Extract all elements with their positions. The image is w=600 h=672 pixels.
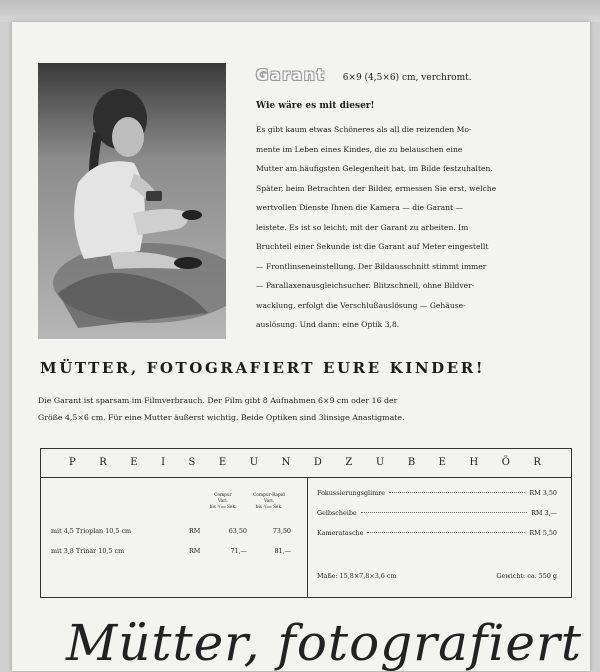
col-header-line: Vari. [263, 499, 275, 504]
price-table [40, 448, 572, 598]
price-title-letter: E [438, 457, 448, 468]
accessory-price: RM 3,50 [529, 489, 557, 497]
body-line: wertvollen Dienste Ihnen die Kamera — die Garant — [256, 203, 464, 212]
price-title-letter: S [188, 457, 198, 468]
col-header-compur-rapid [249, 493, 289, 511]
accessory-row [317, 489, 557, 497]
price-title-letter: P [69, 457, 78, 468]
girl-photo-illustration [38, 63, 226, 339]
body-line: auslösung. Und dann: eine Optik 3,8. [256, 320, 400, 329]
intro-text [38, 392, 574, 426]
price-row-currency: RM [189, 547, 201, 555]
price-title-letter: B [407, 457, 418, 468]
price-row-compur: 63,50 [228, 527, 247, 535]
price-table-title [41, 449, 571, 478]
accessory-price: RM 5,50 [529, 529, 557, 537]
dimensions: Maße: 15,8×7,8×3,6 cm [317, 572, 397, 580]
body-text [256, 120, 574, 335]
price-row-compur-rapid: 81,— [274, 547, 291, 555]
photo-girl-with-camera [38, 63, 226, 339]
col-header-line: Compur [214, 493, 232, 498]
accessory-label: Gelbscheibe [317, 509, 357, 517]
body-line: Mutter am häufigsten Gelegenheit hat, im Bilde festzuhalten. [256, 164, 493, 173]
price-title-letter: Ö [501, 457, 512, 468]
price-row-label: mit 3,8 Trinar 10,5 cm [51, 547, 125, 555]
price-title-letter: U [249, 457, 261, 468]
price-row-currency: RM [189, 527, 201, 535]
leader-dots [389, 492, 525, 493]
leader-dots [361, 512, 527, 513]
price-title-letter: N [281, 457, 293, 468]
intro-line: Die Garant ist sparsam im Filmverbrauch. Der Film gibt 8 Aufnahmen 6×9 cm oder 16 der [38, 396, 398, 405]
body-line: Bruchteil einer Sekunde ist die Garant auf Meter eingestellt [256, 242, 489, 251]
col-header-line: bis ¹/₂₀₀ Sek. [255, 505, 283, 510]
weight: Gewicht: ca. 550 g [496, 572, 557, 580]
accessory-row [317, 509, 557, 517]
leader-dots [367, 532, 525, 533]
price-row-label: mit 4,5 Trioplan 10,5 cm [51, 527, 132, 535]
price-title-letter: Z [345, 457, 355, 468]
format-spec: 6×9 (4,5×6) cm, verchromt. [342, 73, 472, 83]
price-row-compur-rapid: 73,50 [272, 527, 291, 535]
col-header-line: bis ¹/₁₀₀ Sek. [209, 505, 237, 510]
price-title-letter: U [375, 457, 387, 468]
price-title-letter: H [469, 457, 481, 468]
body-line: — Frontlinseneinstellung. Der Bildausschnitt stimmt immer [256, 261, 487, 271]
body-line: mente im Leben eines Kindes, die zu belauschen eine [256, 144, 463, 154]
brand-name: Garant [256, 66, 326, 84]
measure-row [317, 572, 557, 580]
body-line: leistete. Es ist so leicht, mit der Garant zu arbeiten. Im [256, 222, 469, 232]
price-table-divider [307, 477, 308, 597]
body-line: wacklung, erfolgt die Verschlußauslösung — Gehäuse- [256, 300, 466, 310]
price-title-letter: R [533, 457, 543, 468]
body-line: Später, beim Betrachten der Bilder, ermessen Sie erst, welche [256, 183, 497, 193]
subhead: Wie wäre es mit dieser! [256, 101, 375, 111]
product-line [256, 66, 572, 88]
accessory-row [317, 529, 557, 537]
price-title-letter: R [99, 457, 109, 468]
accessory-price: RM 3,— [531, 509, 557, 517]
col-header-line: Compur-Rapid [253, 493, 285, 498]
script-slogan: Mütter, fotografiert [66, 614, 582, 672]
price-title-letter: I [161, 457, 168, 468]
accessory-label: Fokussierungsglimre [317, 489, 386, 497]
body-line: — Parallaxenausgleichsucher. Blitzschnell, ohne Bildver- [256, 281, 475, 290]
price-title-letters [69, 457, 543, 468]
accessory-label: Kameratasche [317, 529, 364, 537]
col-header-compur [203, 493, 243, 511]
intro-line: Größe 4,5×6 cm. Für eine Mutter äußerst wichtig. Beide Optiken sind 3linsige Anastigmate. [38, 413, 405, 422]
price-title-letter: E [130, 457, 140, 468]
body-line: Es gibt kaum etwas Schöneres als all die reizenden Mo- [256, 125, 472, 134]
scan-top-edge [0, 0, 600, 22]
price-title-letter: E [218, 457, 229, 468]
col-header-line: Vari. [217, 499, 229, 504]
headline: MÜTTER, FOTOGRAFIERT EURE KINDER! [40, 359, 486, 377]
price-row-compur: 71,— [230, 547, 247, 555]
price-title-letter: D [313, 457, 324, 468]
catalog-page [12, 22, 590, 671]
